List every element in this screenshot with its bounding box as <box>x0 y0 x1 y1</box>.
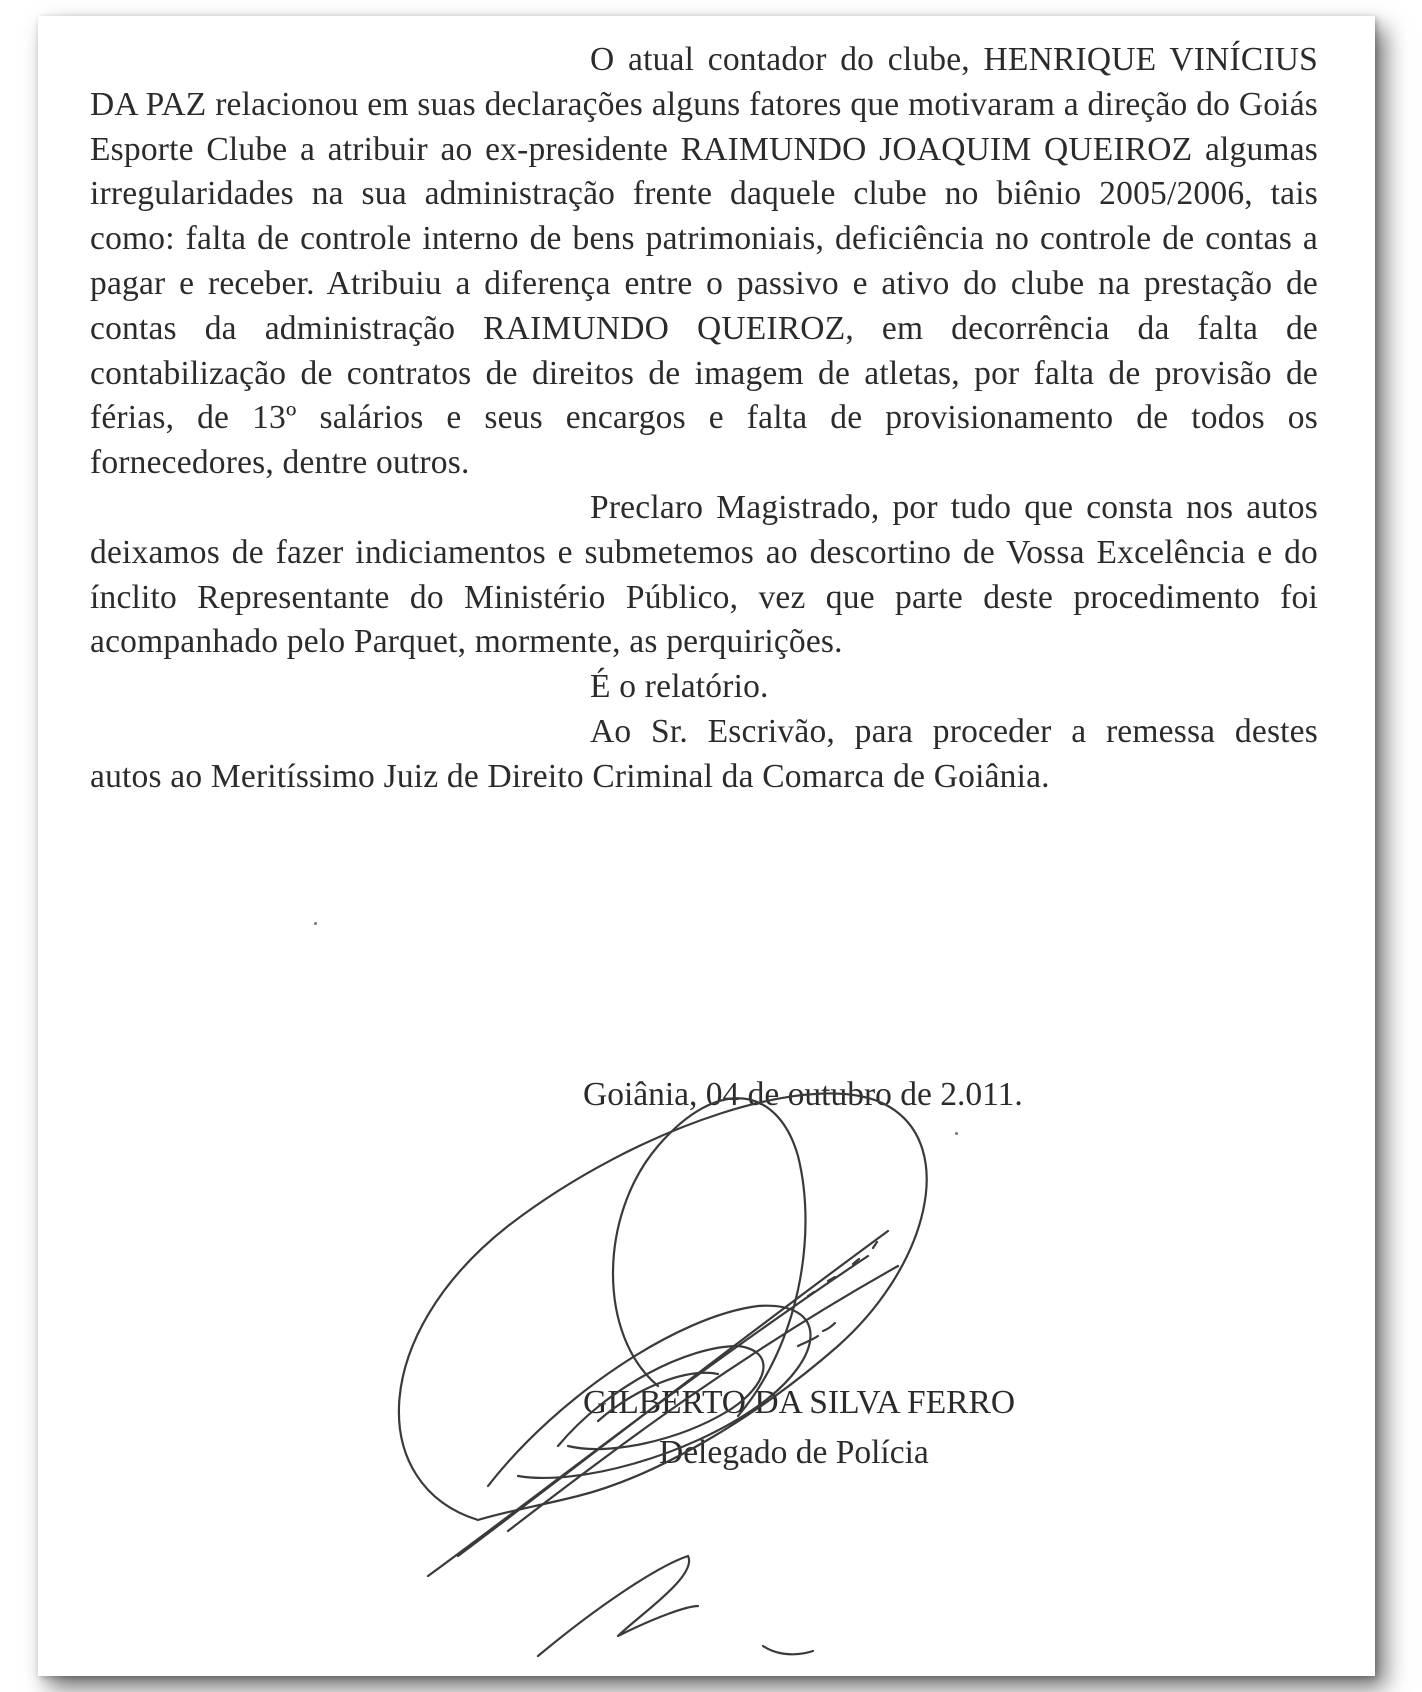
paragraph-clerk-instruction: Ao Sr. Escrivão, para proceder a remessa destes autos ao Meritíssimo Juiz de Direito Criminal da Comarca de Goiânia. <box>90 712 1318 795</box>
document-page <box>38 16 1375 1676</box>
signer-name: GILBERTO DA SILVA FERRO <box>583 1384 1016 1421</box>
scan-speck <box>955 1132 958 1135</box>
document-body <box>90 38 1318 800</box>
paragraph-accountant-statement: O atual contador do clube, HENRIQUE VINÍCIUS DA PAZ relacionou em suas declarações alguns fatores que motivaram a direção do Goiás Esporte Clube a atribuir ao ex-presidente RAIMUNDO JOAQUIM QUEIROZ algumas irregularidades na sua administração frente daquele clube no biênio 2005/2006, tais como: falta de controle interno de bens patrimoniais, deficiência no controle de contas a pagar e receber. Atribuiu a diferença entre o passivo e ativo do clube na prestação de contas da administração RAIMUNDO QUEIROZ, em decorrência da falta de contabilização de contratos de direitos de imagem de atletas, por falta de provisão de férias, de 13º salários e seus encargos e falta de provisionamento de todos os fornecedores, dentre outros. <box>90 41 1318 482</box>
date-line: Goiânia, 04 de outubro de 2.011. <box>583 1076 1023 1113</box>
signer-title: Delegado de Polícia <box>659 1434 929 1471</box>
paragraph-magistrate-address: Preclaro Magistrado, por tudo que consta nos autos deixamos de fazer indiciamentos e submetemos ao descortino de Vossa Excelência e do ínclito Representante do Ministério Público, vez que parte deste procedimento foi acompanhado pelo Parquet, mormente, as perquirições. <box>90 488 1318 661</box>
scan-speck <box>314 922 317 925</box>
report-closing: É o relatório. <box>590 668 769 706</box>
